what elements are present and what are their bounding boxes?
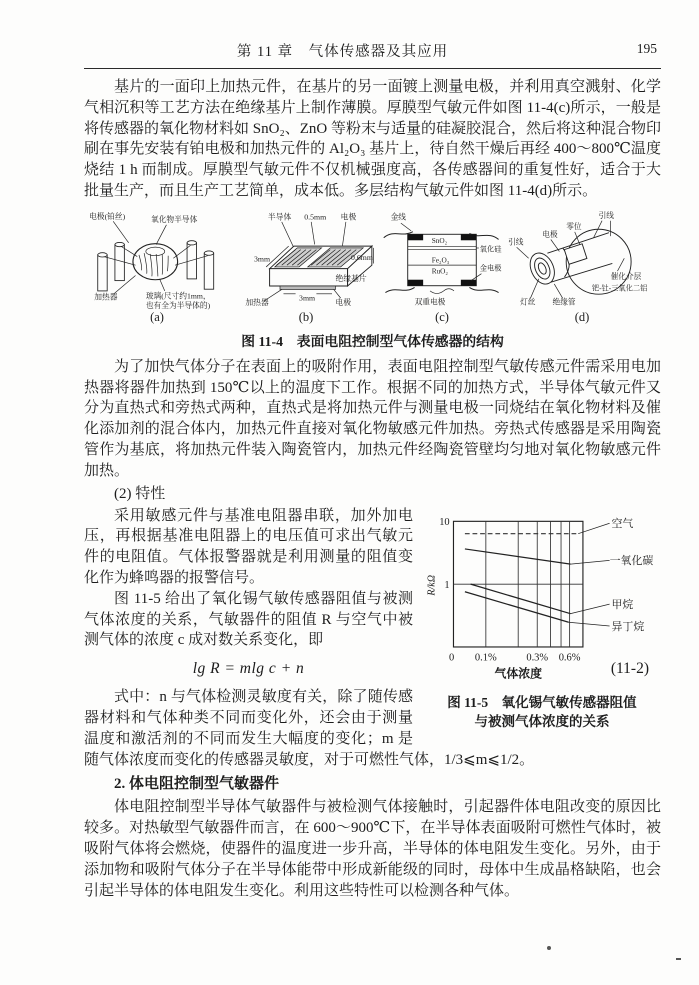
fig4a-label-electrode: 电极(铂丝) [89, 211, 126, 221]
x-axis-label: 气体浓度 [494, 665, 542, 680]
figure-11-4b-drawing [231, 208, 381, 312]
figure-11-5-chart [423, 508, 661, 686]
fig4d-label-filament: 灯丝 [520, 297, 536, 307]
fig4d-label-lead-top: 引线 [598, 210, 614, 220]
fig4b-label-substrate: 绝缘基片 [335, 273, 367, 283]
fig4d-label-lingwei: 零位 [566, 222, 582, 232]
figure-11-4d-drawing [503, 208, 661, 312]
figure-11-4c-drawing [382, 208, 502, 312]
section2-heading: 2. 体电阻控制型气敏器件 [114, 776, 280, 793]
y-axis-label: R/kΩ [426, 574, 438, 596]
ink-speck [676, 958, 681, 960]
chapter-title: 第 11 章 气体传感器及其应用 [236, 44, 449, 60]
section2-body: 体电阻控制型半导体气敏器件与被检测气体接触时，引起器件体电阻改变的原因比较多。对热敏型气敏器件而言，在 600～900℃下，在半导体表面吸附可燃性气体时，被吸附气体将会燃烧，使器件的温度进一步升高，半导体的体电阻发生变化。另外，由于添加物和吸附气体分子在半导体能带中形成新能级的同时，母体中生成晶格缺陷，也会引起半导体的体电阻发生变化。利用这些特性可以检测各种气体。 [84, 799, 661, 899]
y-tick-1: 1 [444, 579, 450, 591]
paragraph-heating: 为了加快气体分子在表面上的吸附作用，表面电阻控制型气敏传感元件需采用电加热器将器件加热到 150℃以上的温度下工作。根据不同的加热方式，半导体气敏元件又分为直热式和旁热式两种，直热式是将加热元件与测量电极一同烧结在氧化物材料及催化添加剂的混合体内，加热元件直接对氧化物敏感元件加热。旁热式传感器是采用陶瓷管作为基底，将加热元件装入陶瓷管内，加热元件经陶瓷管壁均匀地对氧化物敏感元件加热。 [84, 358, 661, 479]
fig4b-label-3mm-left: 3mm [254, 254, 271, 264]
figure-11-4b [231, 208, 381, 325]
subheading-characteristics: (2) 特性 [114, 485, 166, 502]
paragraph-fig5-intro: 图 11-5 给出了氧化锡气敏传感器阻值与被测气体浓度的关系，气敏器件的阻值 R 与空气中被测气体的浓度 c 成对数关系变化，即 [84, 590, 413, 649]
x-tick-06: 0.6% [558, 651, 581, 663]
fig4c-label-sno2: SnO₂ [431, 236, 448, 245]
legend-methane: 甲烷 [611, 598, 634, 611]
fig4b-label-electrode-top: 电极 [340, 212, 357, 222]
figure-11-4a-drawing [84, 208, 230, 312]
figure-11-4d [503, 208, 661, 325]
fig4b-label-heater: 加热器 [245, 297, 269, 307]
characteristics-section [84, 506, 661, 771]
x-tick-01: 0.1% [474, 651, 497, 663]
figure-11-5-caption-line1: 图 11-5 氧化锡气敏传感器阻值 [447, 694, 637, 710]
fig4c-label-double-electrode: 双重电极 [414, 297, 446, 307]
figure-11-5-caption-line2: 与被测气体浓度的关系 [474, 713, 610, 729]
fig4c-label-gold-electrode: 金电极 [479, 264, 502, 273]
fig4b-label-electrode-bottom: 电极 [335, 297, 352, 307]
fig4a-label-oxide-semiconductor: 氧化物半导体 [150, 214, 198, 224]
figure-11-4c [382, 208, 502, 325]
fig4d-tag: (d) [574, 309, 590, 324]
legend-isobutane: 异丁烷 [611, 620, 645, 633]
figure-11-4a [84, 208, 230, 325]
x-tick-03: 0.3% [526, 651, 549, 663]
fig4d-label-pd-th-al2o3: 钯-钍-三氧化二铝 [591, 284, 648, 293]
fig4b-label-06mm: 0.6mm [351, 252, 373, 262]
legend-co: 一氧化碳 [609, 554, 654, 567]
fig4d-label-lead-left: 引线 [508, 237, 524, 247]
fig4c-label-ruo2: RuO₂ [431, 267, 448, 276]
fig4b-label-05mm: 0.5mm [304, 212, 327, 222]
fig4c-tag: (c) [435, 309, 449, 324]
page-number: 195 [636, 41, 657, 56]
equation-body: lg R = mlg c + n [192, 660, 305, 678]
paragraph-thick-film: 基片的一面印上加热元件，在基片的另一面镀上测量电极，并利用真空溅射、化学气相沉积等工艺方法在绝缘基片上制作薄膜。厚膜型气敏元件如图 11-4(c)所示，一般是将传感器的氧化物材料如 SnO₂、ZnO 等粉末与适量的硅凝胶混合，然后将这种混合物印刷在事先安装有铂电极和加热元件的 Al₂O₃ 基片上，待自然干燥后再经 400～800℃温度烧结 1 h 而制成。厚膜型气敏元件不仅机械强度高，各传感器间的重复性好，适合于大批量生产，而且生产工艺简单，成本低。多层结构气敏元件如图 11-4(d)所示。 [84, 79, 661, 199]
y-tick-10: 10 [439, 516, 450, 528]
equation-11-2 [84, 660, 661, 678]
fig4a-label-glass-1: 玻璃(尺寸约1mm， [145, 291, 211, 301]
fig4a-tag: (a) [150, 309, 164, 324]
figure-11-4-caption: 图 11-4 表面电阻控制型气体传感器的结构 [241, 333, 504, 349]
fig4a-label-heater: 加热器 [94, 292, 118, 302]
equation-number: (11-2) [610, 660, 649, 678]
ink-speck [547, 946, 551, 950]
fig4d-label-electrode: 电极 [542, 229, 558, 239]
fig4c-label-fe2o3: Fe₂O₃ [431, 256, 450, 265]
paragraph-resistance-measure: 采用敏感元件与基准电阻器串联，加外加电压，再根据基准电阻器上的电压值可求出气敏元件的电阻值。气体报警器就是利用测量的阻值变化作为蜂鸣器的报警信号。 [84, 507, 413, 586]
figure-11-5 [423, 508, 661, 731]
figure-11-5-caption [423, 693, 661, 731]
fig4b-label-3mm-bottom: 3mm [299, 293, 316, 303]
fig4c-label-gold-wire: 金线 [390, 212, 406, 222]
series-co-line [465, 548, 571, 563]
paragraph-equation-explain: 式中：n 与气体检测灵敏度有关，除了随传感器材料和气体种类不同而变化外，还会由于测量温度和激活剂的不同而发生大幅度的变化；m 是随气体浓度而变化的传感器灵敏度，对于可燃性气体，1/3⩽m⩽1/2。 [84, 689, 535, 768]
running-head [84, 40, 661, 64]
fig4b-label-semiconductor: 半导体 [267, 212, 292, 222]
fig4d-label-catalytic-layer: 催化介层 [610, 271, 642, 281]
fig4a-label-glass-2: 也有全为半导体的) [145, 300, 211, 310]
fig4b-tag: (b) [298, 309, 314, 324]
fig4d-label-insulating-tube: 绝缘管 [552, 297, 576, 307]
legend-air: 空气 [611, 517, 634, 530]
figure-11-4 [84, 208, 661, 325]
fig4c-label-silicon-oxide: 氧化硅 [479, 245, 502, 254]
x-tick-0: 0 [448, 651, 455, 663]
header-rule [84, 68, 661, 69]
series-isobutane-line [465, 591, 569, 621]
